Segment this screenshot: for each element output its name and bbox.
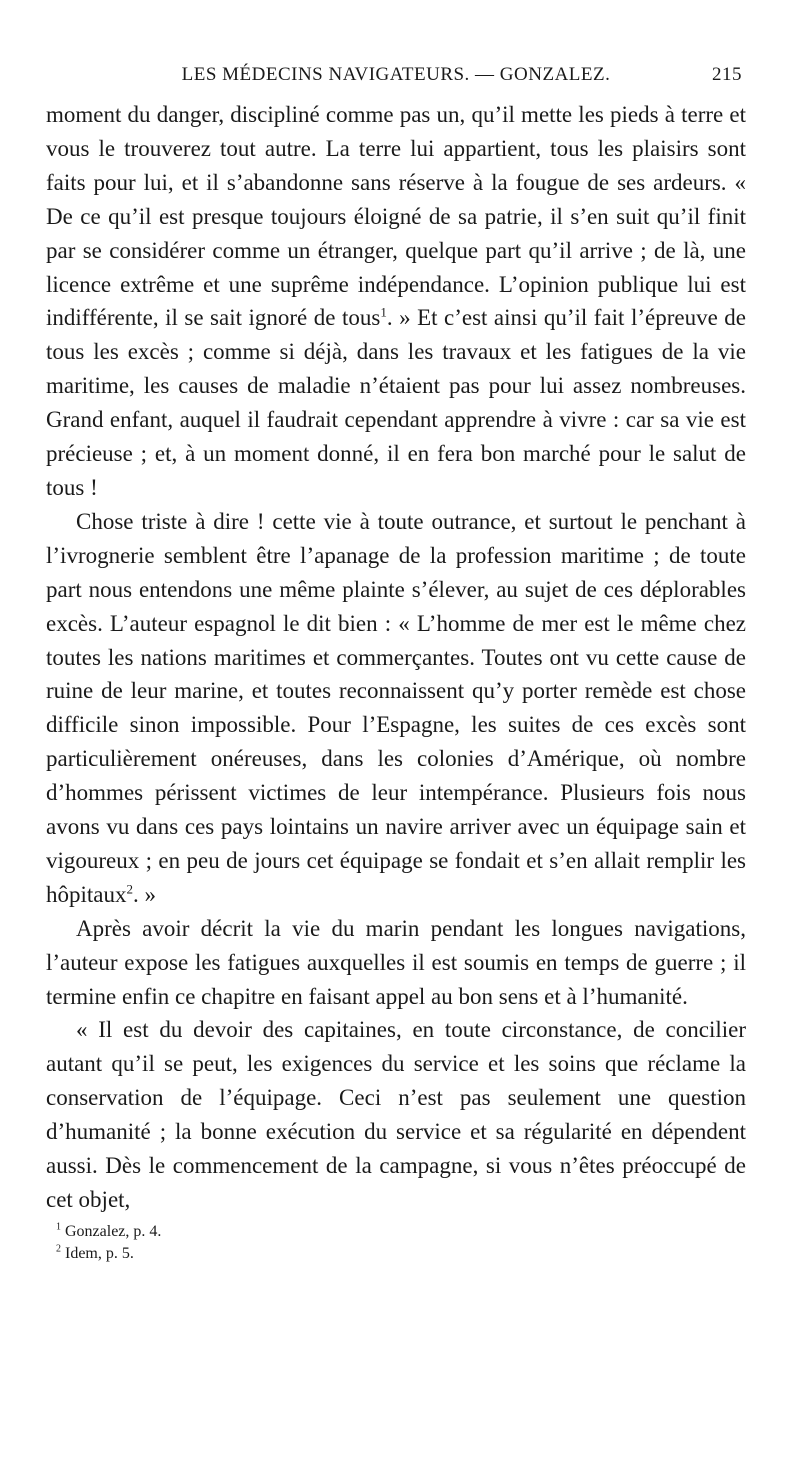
paragraph-text: Chose triste à dire ! cette vie à toute outrance, et surtout le penchant à l’ivrognerie semblent être l’apanage de la profession maritime ; de toute part nous entendons une même plainte s’élever, au sujet de ces déplorables excès. L’auteur espagnol le dit bien : « L’homme de mer est le même chez toutes les nations maritimes et commerçantes. Toutes ont vu cette cause de ruine de leur marine, et toutes reconnaissent qu’y porter remède est chose difficile sinon impossible. Pour l’Espagne, les suites de ces excès sont particulièrement onéreuses, dans les colonies d’Amérique, où nombre d’hommes périssent victimes de leur intempérance. Plusieurs fois nous avons vu dans ces pays lointains un navire arriver avec un équipage sain et vigoureux ; en peu de jours cet équipage se fondait et s’en allait remplir les hôpitaux xyxy=(46,508,746,907)
book-page xyxy=(46,58,746,1438)
paragraph-text: « Il est du devoir des capitaines, en toute circonstance, de concilier autant qu’il se peut, les exigences du service et les soins que réclame la conservation de l’équipage. Ceci n’est pas seulement une question d’humanité ; la bonne exécution du service et sa régularité en dépendent aussi. Dès le commencement de la campagne, si vous n’êtes préoccupé de cet objet, xyxy=(46,1017,746,1212)
footnote-mark: 1 xyxy=(56,1221,61,1233)
footnote xyxy=(56,1221,746,1243)
paragraph-text-continued: . » xyxy=(133,881,156,907)
running-title: LES MÉDECINS NAVIGATEURS. — GONZALEZ. xyxy=(181,64,611,85)
paragraph-text: Après avoir décrit la vie du marin pendant les longues navigations, l’auteur expose les fatigues auxquelles il est soumis en temps de guerre ; il termine enfin ce chapitre en faisant appel au bon sens et à l’humanité. xyxy=(46,915,746,1009)
footnote-ref: 2 xyxy=(126,881,133,897)
footnote xyxy=(56,1243,746,1265)
footnote-ref: 1 xyxy=(380,304,387,320)
paragraph xyxy=(46,505,746,912)
footnote-text: Idem, p. 5. xyxy=(65,1244,134,1262)
running-header xyxy=(46,58,746,98)
footnotes xyxy=(46,1221,746,1265)
paragraph xyxy=(46,1013,746,1216)
paragraph xyxy=(46,98,746,505)
page-number: 215 xyxy=(712,64,742,85)
paragraph-text: moment du danger, discipliné comme pas un, qu’il mette les pieds à terre et vous le trouverez tout autre. La terre lui appartient, tous les plaisirs sont faits pour lui, et il s’abandonne sans réserve à la fougue de ses ardeurs. « De ce qu’il est presque toujours éloigné de sa patrie, il s’en suit qu’il finit par se considérer comme un étranger, quelque part qu’il arrive ; de là, une licence extrême et une suprême indépendance. L’opinion publique lui est indifférente, il se sait ignoré de tous xyxy=(46,102,746,331)
body-text xyxy=(46,98,746,1217)
paragraph xyxy=(46,912,746,1014)
footnote-mark: 2 xyxy=(56,1243,61,1255)
footnote-text: Gonzalez, p. 4. xyxy=(65,1222,162,1240)
paragraph-text-continued: . » Et c’est ainsi qu’il fait l’épreuve de tous les excès ; comme si déjà, dans les travaux et les fatigues de la vie maritime, les causes de maladie n’étaient pas pour lui assez nombreuses. Grand enfant, auquel il faudrait cependant apprendre à vivre : car sa vie est précieuse ; et, à un moment donné, il en fera bon marché pour le salut de tous ! xyxy=(46,305,746,500)
